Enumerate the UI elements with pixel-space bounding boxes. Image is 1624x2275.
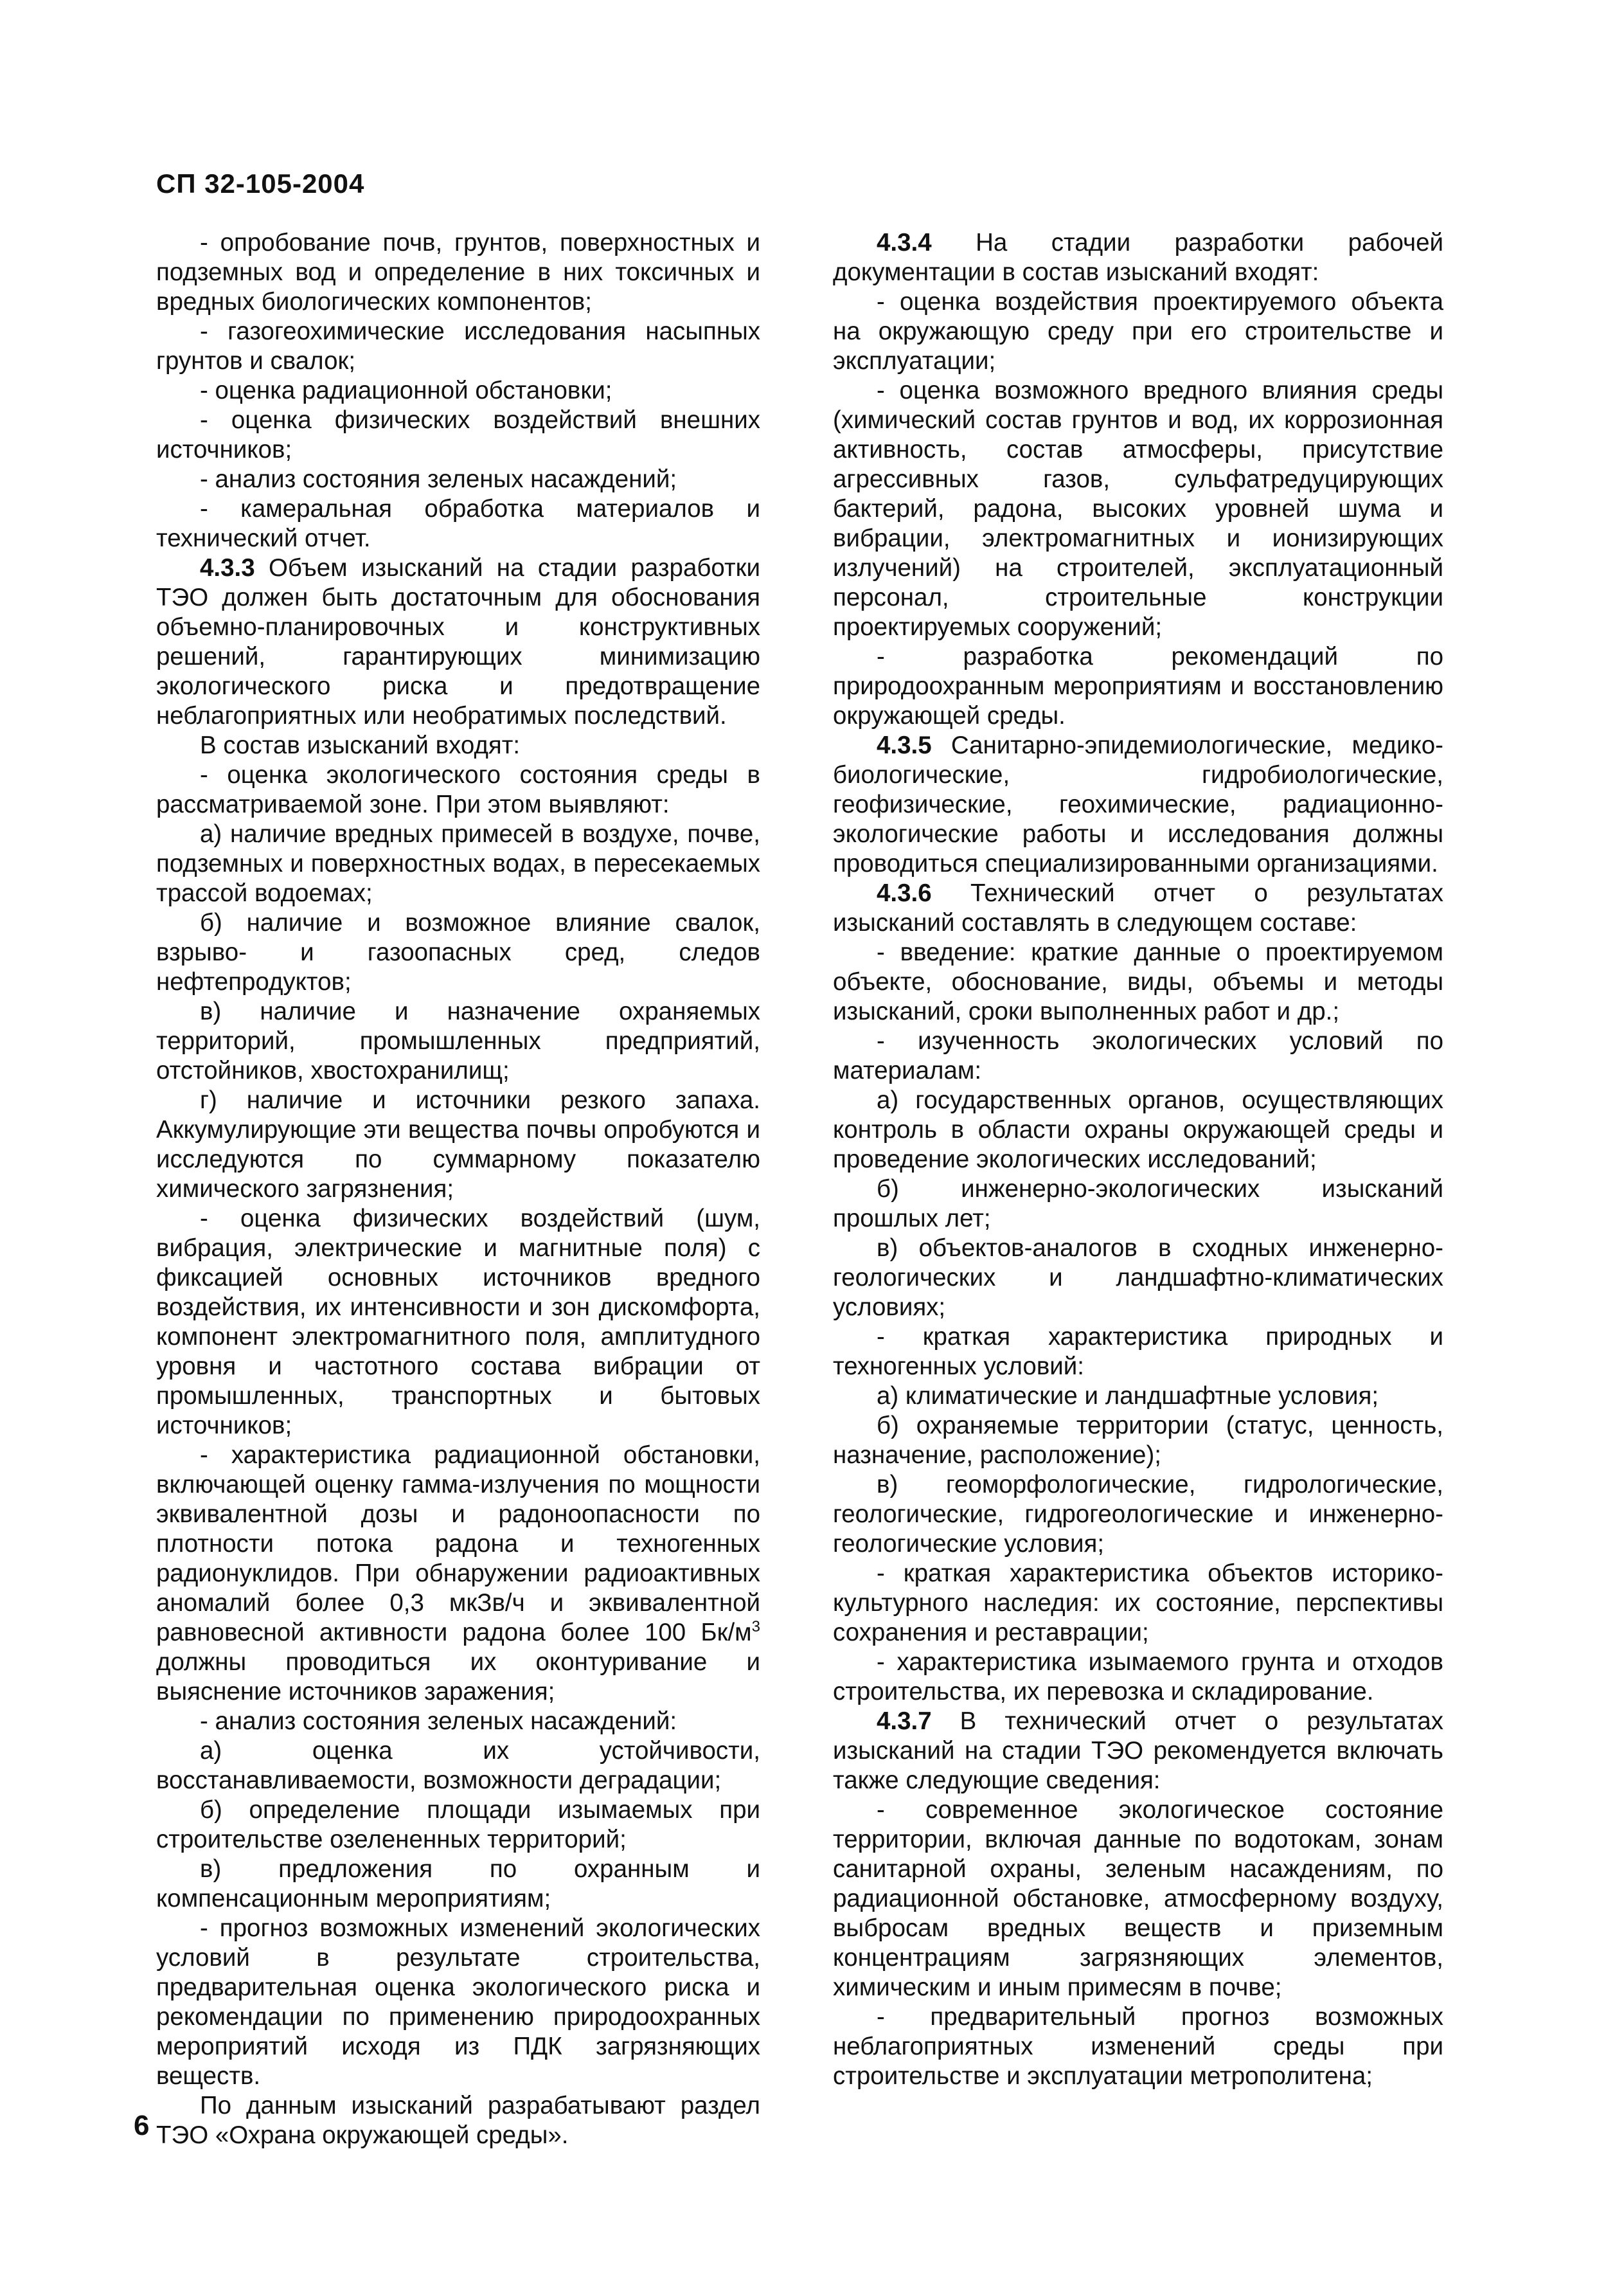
paragraph	[156, 1086, 760, 1204]
paragraph	[156, 1441, 760, 1707]
paragraph-text: Технический отчет о результатах изысканий составлять в следующем составе:	[833, 879, 1443, 937]
paragraph-text: - краткая характеристика объектов историко-культурного наследия: их состояние, перспективы сохранения и реставрации;	[833, 1560, 1443, 1646]
paragraph	[833, 642, 1443, 731]
paragraph-text: в) объектов-аналогов в сходных инженерно-геологических и ландшафтно-климатических условиях;	[833, 1234, 1443, 1321]
paragraph-text: б) наличие и возможное влияние свалок, взрыво- и газоопасных сред, следов нефтепродуктов;	[156, 909, 760, 996]
paragraph	[833, 1795, 1443, 2002]
superscript: 3	[751, 1618, 760, 1636]
paragraph	[833, 1322, 1443, 1381]
paragraph	[156, 820, 760, 908]
paragraph-text: - введение: краткие данные о проектируемом объекте, обоснование, виды, объемы и методы изысканий, сроки выполненных работ и др.;	[833, 939, 1443, 1025]
paragraph	[833, 2002, 1443, 2091]
paragraph-text: - изученность экологических условий по материалам:	[833, 1027, 1443, 1084]
paragraph	[156, 2091, 760, 2150]
paragraph	[833, 1411, 1443, 1470]
paragraph	[156, 406, 760, 465]
paragraph	[156, 908, 760, 997]
paragraph-text-tail: должны проводиться их оконтуривание и выяснение источников заражения;	[156, 1648, 760, 1705]
paragraph-text: В состав изысканий входят:	[200, 732, 521, 759]
paragraph-text: - предварительный прогноз возможных неблагоприятных изменений среды при строительстве и эксплуатации метрополитена;	[833, 2003, 1443, 2090]
paragraph	[833, 1648, 1443, 1707]
clause-number: 4.3.3	[200, 554, 255, 582]
paragraph-text: - современное экологическое состояние территории, включая данные по водотокам, зонам санитарной охраны, зеленым насаждениям, по радиационной обстановке, атмосферному воздуху, выбросам вредных веществ и приземным концентрациям загрязняющих элементов, химическим и иным примесям в почве;	[833, 1796, 1443, 2001]
paragraph	[833, 1174, 1443, 1234]
paragraph	[833, 1086, 1443, 1174]
paragraph	[156, 1795, 760, 1855]
paragraph-text: - оценка радиационной обстановки;	[200, 377, 612, 404]
paragraph	[833, 1234, 1443, 1322]
paragraph	[833, 938, 1443, 1027]
paragraph	[156, 465, 760, 494]
paragraph-text: На стадии разработки рабочей документации в состав изысканий входят:	[833, 229, 1443, 286]
paragraph	[156, 1855, 760, 1914]
clause-number: 4.3.6	[877, 879, 932, 907]
paragraph	[156, 1204, 760, 1441]
paragraph-text: - газогеохимические исследования насыпных грунтов и свалок;	[156, 318, 760, 375]
paragraph-text: б) охраняемые территории (статус, ценность, назначение, расположение);	[833, 1412, 1443, 1469]
paragraph-text: - разработка рекомендаций по природоохранным мероприятиям и восстановлению окружающей среды.	[833, 643, 1443, 730]
paragraph-text: а) климатические и ландшафтные условия;	[877, 1382, 1379, 1410]
paragraph-text: - оценка возможного вредного влияния среды (химический состав грунтов и вод, их коррозионная активность, состав атмосферы, присутствие агрессивных газов, сульфатредуцирующих бактерий, радона, высоких уровней шума и вибрации, электромагнитных и ионизирующих излучений) на строителей, эксплуатационный персонал, строительные конструкции проектируемых сооружений;	[833, 377, 1443, 641]
paragraph-text: Объем изысканий на стадии разработки ТЭО должен быть достаточным для обоснования объемно-планировочных и конструктивных решений, гарантирующих минимизацию экологического риска и предотвращение неблагоприятных или необратимых последствий.	[156, 554, 760, 730]
paragraph-text: По данным изысканий разрабатывают раздел ТЭО «Охрана окружающей среды».	[156, 2092, 760, 2149]
paragraph	[156, 553, 760, 731]
paragraph-text: в) предложения по охранным и компенсационным мероприятиям;	[156, 1855, 760, 1912]
paragraph-text: - прогноз возможных изменений экологических условий в результате строительства, предварительная оценка экологического риска и рекомендации по применению природоохранных мероприятий исходя из ПДК загрязняющих веществ.	[156, 1914, 760, 2090]
paragraph	[833, 228, 1443, 287]
paragraph-text: - анализ состояния зеленых насаждений:	[200, 1707, 677, 1735]
paragraph	[156, 760, 760, 820]
paragraph-text: - оценка физических воздействий (шум, вибрация, электрические и магнитные поля) с фиксацией основных источников вредного воздействия, их интенсивности и зон дискомфорта, компонент электромагнитного поля, амплитудного уровня и частотного состава вибрации от промышленных, транспортных и бытовых источников;	[156, 1205, 760, 1439]
page-number: 6	[134, 2110, 150, 2141]
document-code: СП 32-105-2004	[156, 168, 365, 199]
paragraph	[833, 879, 1443, 938]
paragraph	[833, 287, 1443, 376]
paragraph-text: - опробование почв, грунтов, поверхностных и подземных вод и определение в них токсичных и вредных биологических компонентов;	[156, 229, 760, 316]
clause-number: 4.3.5	[877, 732, 932, 759]
paragraph	[833, 731, 1443, 879]
paragraph-text: г) наличие и источники резкого запаха. Аккумулирующие эти вещества почвы опробуются и исследуются по суммарному показателю химического загрязнения;	[156, 1086, 760, 1203]
paragraph-text: а) оценка их устойчивости, восстанавливаемости, возможности деградации;	[156, 1737, 760, 1794]
paragraph-text: - характеристика радиационной обстановки, включающей оценку гамма-излучения по мощности эквивалентной дозы и радоноопасности по плотности потока радона и техногенных радионуклидов. При обнаружении радиоактивных аномалий более 0,3 мкЗв/ч и эквивалентной равновесной активности радона более 100 Бк/м	[156, 1441, 760, 1646]
paragraph	[833, 376, 1443, 642]
paragraph-text: в) наличие и назначение охраняемых территорий, промышленных предприятий, отстойников, хвостохранилищ;	[156, 998, 760, 1084]
paragraph-text: - анализ состояния зеленых насаждений;	[200, 465, 677, 493]
paragraph	[156, 228, 760, 317]
paragraph	[156, 731, 760, 760]
clause-number: 4.3.4	[877, 229, 932, 256]
paragraph-text: Санитарно-эпидемиологические, медико-биологические, гидробиологические, геофизические, геохимические, радиационно-экологические работы и исследования должны проводиться специализированными организациями.	[833, 732, 1443, 877]
paragraph-text: - характеристика изымаемого грунта и отходов строительства, их перевозка и складирование.	[833, 1648, 1443, 1705]
paragraph	[156, 494, 760, 553]
paragraph-text: В технический отчет о результатах изысканий на стадии ТЭО рекомендуется включать также следующие сведения:	[833, 1707, 1443, 1794]
paragraph	[833, 1707, 1443, 1795]
paragraph	[833, 1470, 1443, 1559]
paragraph	[156, 1736, 760, 1795]
paragraph-text: в) геоморфологические, гидрологические, геологические, гидрогеологические и инженерно-геологические условия;	[833, 1471, 1443, 1558]
paragraph-text: а) государственных органов, осуществляющих контроль в области охраны окружающей среды и проведение экологических исследований;	[833, 1086, 1443, 1173]
left-column	[156, 228, 760, 2150]
paragraph-text: - оценка экологического состояния среды в рассматриваемой зоне. При этом выявляют:	[156, 761, 760, 818]
paragraph-text: - оценка воздействия проектируемого объекта на окружающую среду при его строительстве и эксплуатации;	[833, 288, 1443, 375]
paragraph-text: - камеральная обработка материалов и технический отчет.	[156, 495, 760, 552]
paragraph	[156, 1707, 760, 1736]
right-column	[833, 228, 1443, 2091]
paragraph	[156, 1914, 760, 2091]
paragraph	[156, 317, 760, 376]
paragraph-text: - краткая характеристика природных и техногенных условий:	[833, 1323, 1443, 1380]
clause-number: 4.3.7	[877, 1707, 932, 1735]
paragraph-text: б) определение площади изымаемых при строительстве озелененных территорий;	[156, 1796, 760, 1853]
paragraph	[156, 376, 760, 406]
paragraph	[156, 997, 760, 1086]
paragraph	[833, 1381, 1443, 1411]
paragraph-text: а) наличие вредных примесей в воздухе, почве, подземных и поверхностных водах, в пересекаемых трассой водоемах;	[156, 820, 760, 907]
paragraph-text: б) инженерно-экологических изысканий прошлых лет;	[833, 1175, 1443, 1232]
paragraph	[833, 1027, 1443, 1086]
paragraph	[833, 1559, 1443, 1648]
paragraph-text: - оценка физических воздействий внешних источников;	[156, 406, 760, 463]
